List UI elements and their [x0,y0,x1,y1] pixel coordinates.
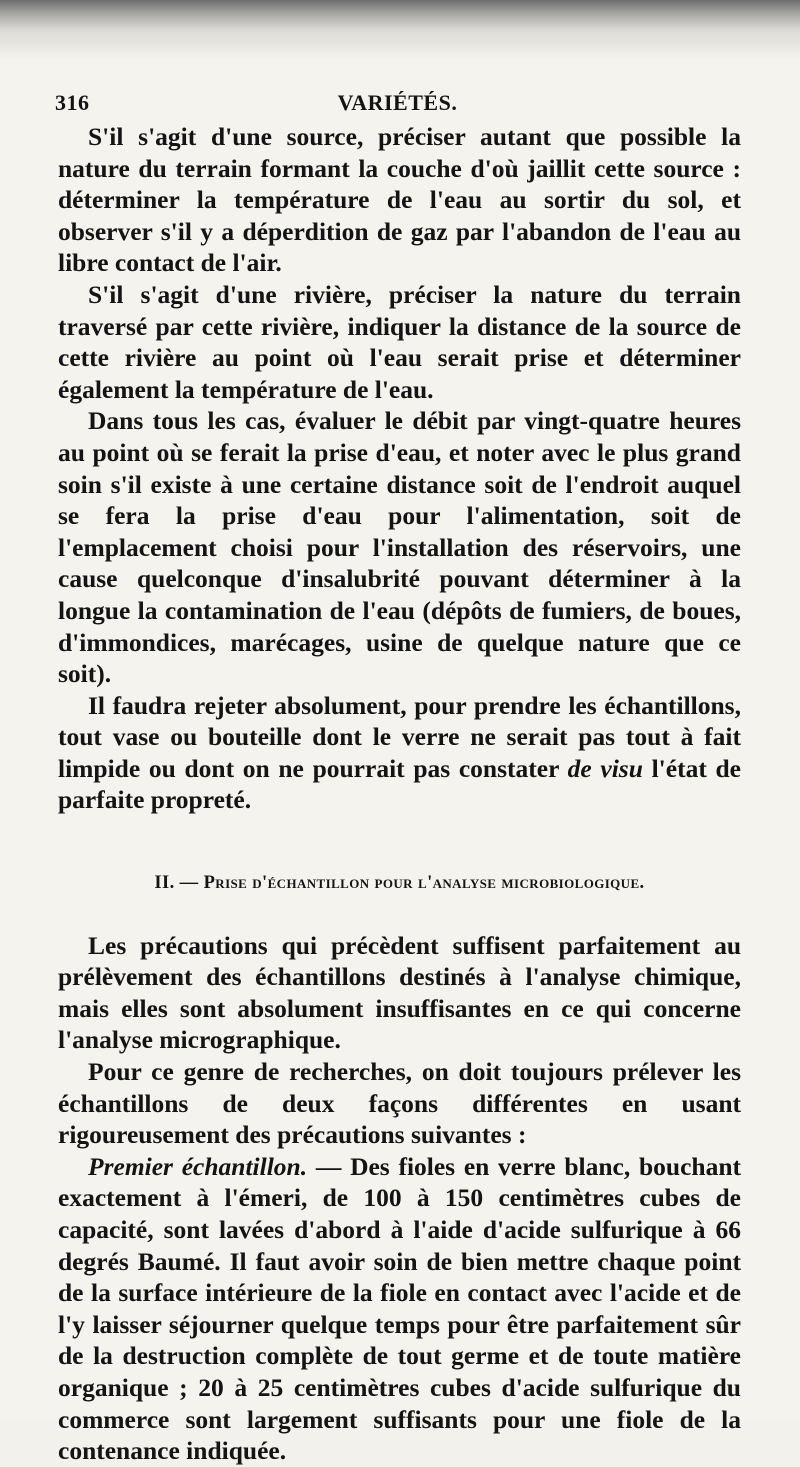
page-number: 316 [55,90,90,115]
paragraph-de-visu [58,690,741,816]
page-header [55,90,740,122]
text-run: Il faudra rejeter absolument, pour prendre les échantillons, tout vase ou bouteille dont le verre ne serait pas tout à fait limpide ou dont on ne pourrait pas constater [58,690,741,783]
paragraph: Les précautions qui précèdent suffisent parfaitement au prélèvement des échantillons destinés à l'analyse chimique, mais elles sont absolument insuffisantes en ce qui concerne l'analyse micrographique. [58,930,741,1055]
section-heading: II. — Prise d'échantillon pour l'analyse microbiologique. [154,873,645,894]
italic-heading: Premier échantillon. [88,1151,308,1181]
page-top-shadow [0,0,800,60]
paragraph-premier-echantillon [58,1151,741,1467]
paragraph: Dans tous les cas, évaluer le débit par vingt-quatre heures au point où se ferait la prise d'eau, et noter avec le plus grand soin s'il existe à une certaine distance soit de l'endroit auquel se fera la prise d'eau pour l'alimentation, soit de l'emplacement choisi pour l'installation des réservoirs, une cause quelconque d'insalubrité pouvant déterminer à la longue la contamination de l'eau (dépôts de fumiers, de boues, d'immondices, marécages, usine de quelque nature que ce soit). [58,406,741,689]
text-run: — Des fioles en verre blanc, bouchant exactement à l'émeri, de 100 à 150 centimètres cubes de capacité, sont lavées d'abord à l'aide d'acide sulfurique à 66 degrés Baumé. Il faut avoir soin de bien mettre chaque point de la surface intérieure de la fiole en contact avec l'acide et de l'y laisser séjourner quelque temps pour être parfaitement sûr de la destruction complète de tout germe et de toute matière organique ; 20 à 25 centimètres cubes d'acide sulfurique du commerce sont largement suffisants pour une fiole de la contenance indiquée. [58,1151,741,1466]
paragraph: S'il s'agit d'une rivière, préciser la nature du terrain traversé par cette rivière, indiquer la distance de la source de cette rivière au point où l'eau serait prise et déterminer également la température de l'eau. [58,279,741,404]
italic-phrase: de visu [567,753,643,783]
text-run: l'état de parfaite propreté. [58,753,741,815]
paragraph: Pour ce genre de recherches, on doit toujours prélever les échantillons de deux façons différentes en usant rigoureusement des précautions suivantes : [58,1057,741,1150]
running-head: VARIÉTÉS. [337,90,458,115]
paragraph: S'il s'agit d'une source, préciser autant que possible la nature du terrain formant la couche d'où jaillit cette source : déterminer la température de l'eau au sortir du sol, et observer s'il y a déperdition de gaz par l'abandon de l'eau au libre contact de l'air. [58,122,741,278]
page-body [58,121,741,1467]
